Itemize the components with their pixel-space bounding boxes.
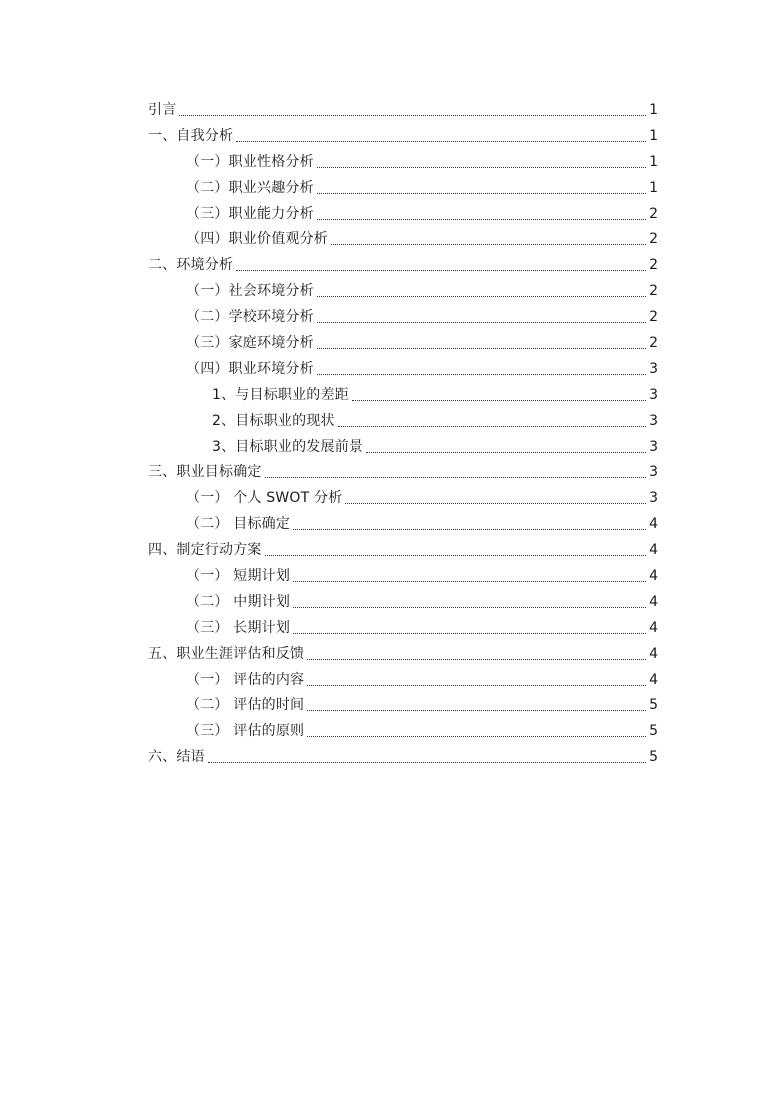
toc-page-number: 5 — [649, 723, 658, 740]
toc-dot-leader — [293, 622, 646, 636]
toc-dot-leader — [317, 208, 646, 222]
toc-page-number: 3 — [649, 386, 658, 403]
toc-entry-title: 五、职业生涯评估和反馈 — [148, 645, 305, 662]
toc-entry[interactable] — [148, 227, 658, 253]
toc-entry[interactable] — [148, 150, 658, 176]
toc-entry[interactable] — [148, 693, 658, 719]
toc-entry-title: （四）职业价值观分析 — [186, 231, 328, 248]
toc-dot-leader — [236, 259, 646, 273]
toc-page-number: 3 — [649, 412, 658, 429]
toc-entry[interactable] — [148, 745, 658, 771]
toc-dot-leader — [307, 648, 646, 662]
toc-entry[interactable] — [148, 98, 658, 124]
toc-page-number: 3 — [649, 438, 658, 455]
toc-page-number: 2 — [649, 335, 658, 352]
toc-entry-title: 二、环境分析 — [148, 257, 234, 274]
toc-entry[interactable] — [148, 435, 658, 461]
toc-entry[interactable] — [148, 357, 658, 383]
toc-dot-leader — [307, 725, 646, 739]
toc-page-number: 1 — [649, 127, 658, 144]
toc-dot-leader — [345, 492, 646, 506]
toc-dot-leader — [317, 182, 646, 196]
toc-entry[interactable] — [148, 409, 658, 435]
toc-entry[interactable] — [148, 305, 658, 331]
toc-page-number: 3 — [649, 490, 658, 507]
toc-entry[interactable] — [148, 279, 658, 305]
toc-page-number: 4 — [649, 645, 658, 662]
toc-page-number: 4 — [649, 593, 658, 610]
toc-entry[interactable] — [148, 331, 658, 357]
toc-dot-leader — [265, 466, 646, 480]
toc-dot-leader — [307, 699, 646, 713]
toc-page-number: 3 — [649, 360, 658, 377]
toc-entry[interactable] — [148, 719, 658, 745]
toc-page-number: 2 — [649, 205, 658, 222]
toc-page-number: 5 — [649, 697, 658, 714]
toc-dot-leader — [317, 285, 646, 299]
toc-entry-title: （二） 中期计划 — [186, 593, 291, 610]
toc-dot-leader — [293, 518, 646, 532]
toc-entry[interactable] — [148, 383, 658, 409]
toc-dot-leader — [293, 570, 646, 584]
toc-page-number: 4 — [649, 542, 658, 559]
toc-entry[interactable] — [148, 564, 658, 590]
toc-page-number: 4 — [649, 568, 658, 585]
toc-entry[interactable] — [148, 176, 658, 202]
toc-dot-leader — [307, 674, 646, 688]
toc-entry-title: （二） 目标确定 — [186, 516, 291, 533]
toc-entry-title: （二）职业兴趣分析 — [186, 179, 314, 196]
toc-entry-title: （三）家庭环境分析 — [186, 335, 314, 352]
toc-entry[interactable] — [148, 642, 658, 668]
toc-entry-title: （一）社会环境分析 — [186, 283, 314, 300]
toc-entry-title: （一） 个人 SWOT 分析 — [186, 490, 343, 507]
toc-page-number: 4 — [649, 671, 658, 688]
toc-entry-title: （二） 评估的时间 — [186, 697, 305, 714]
toc-dot-leader — [338, 415, 646, 429]
toc-entry-title: （二）学校环境分析 — [186, 309, 314, 326]
toc-page-number: 2 — [649, 231, 658, 248]
toc-entry[interactable] — [148, 590, 658, 616]
toc-entry-title: （四）职业环境分析 — [186, 360, 314, 377]
toc-entry[interactable] — [148, 253, 658, 279]
toc-page-number: 1 — [649, 179, 658, 196]
toc-dot-leader — [317, 337, 646, 351]
toc-page-number: 1 — [649, 153, 658, 170]
toc-entry-title: （三） 评估的原则 — [186, 723, 305, 740]
toc-page-number: 4 — [649, 516, 658, 533]
toc-entry[interactable] — [148, 512, 658, 538]
toc-page-number: 1 — [649, 102, 658, 118]
toc-dot-leader — [317, 363, 646, 377]
toc-entry[interactable] — [148, 538, 658, 564]
toc-dot-leader — [293, 596, 646, 610]
toc-entry-title: （三）职业能力分析 — [186, 205, 314, 222]
toc-entry[interactable] — [148, 486, 658, 512]
toc-entry-title: （一） 短期计划 — [186, 568, 291, 585]
toc-dot-leader — [331, 233, 646, 247]
toc-entry[interactable] — [148, 616, 658, 642]
toc-entry[interactable] — [148, 202, 658, 228]
toc-entry-title: 1、与目标职业的差距 — [212, 386, 349, 403]
toc-dot-leader — [236, 130, 646, 144]
toc-page-number: 5 — [649, 749, 658, 766]
toc-dot-leader — [208, 751, 646, 765]
toc-dot-leader — [352, 389, 646, 403]
toc-entry-title: 一、自我分析 — [148, 127, 234, 144]
toc-page-number: 4 — [649, 619, 658, 636]
toc-entry[interactable] — [148, 668, 658, 694]
toc-page-number: 3 — [649, 464, 658, 481]
table-of-contents — [148, 98, 658, 771]
toc-page-number: 2 — [649, 309, 658, 326]
toc-entry[interactable] — [148, 460, 658, 486]
toc-entry-title: 2、目标职业的现状 — [212, 412, 335, 429]
toc-dot-leader — [366, 441, 646, 455]
toc-dot-leader — [317, 156, 646, 170]
toc-entry-title: 四、制定行动方案 — [148, 542, 262, 559]
toc-dot-leader — [265, 544, 646, 558]
toc-entry-title: （一）职业性格分析 — [186, 153, 314, 170]
toc-entry-title: （一） 评估的内容 — [186, 671, 305, 688]
toc-dot-leader — [179, 104, 646, 118]
toc-entry[interactable] — [148, 124, 658, 150]
toc-entry-title: 3、目标职业的发展前景 — [212, 438, 364, 455]
toc-entry-title: 三、职业目标确定 — [148, 464, 262, 481]
toc-entry-title: 六、结语 — [148, 749, 205, 766]
toc-entry-title: 引言 — [148, 102, 177, 118]
toc-page-number: 2 — [649, 283, 658, 300]
toc-entry-title: （三） 长期计划 — [186, 619, 291, 636]
toc-dot-leader — [317, 311, 646, 325]
toc-page-number: 2 — [649, 257, 658, 274]
